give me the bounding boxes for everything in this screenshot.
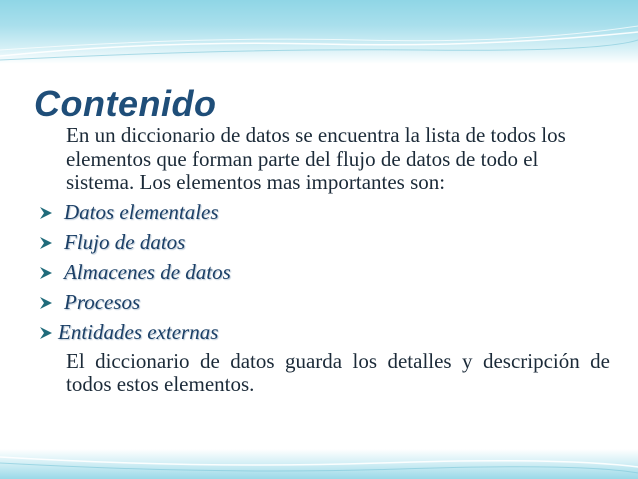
bullet-list bbox=[38, 198, 610, 348]
top-wave-lines bbox=[0, 0, 638, 64]
slide-content bbox=[38, 124, 610, 397]
arrow-bullet-icon bbox=[38, 235, 54, 251]
intro-paragraph: En un diccionario de datos se encuentra la lista de todos los elementos que forman parte del flujo de datos de todo el sistema. Los elementos mas importantes son: bbox=[66, 123, 566, 194]
arrow-bullet-icon bbox=[38, 295, 54, 311]
list-item bbox=[38, 198, 610, 228]
bullet-label: Flujo de datos bbox=[64, 229, 186, 254]
bottom-wave-lines bbox=[0, 449, 638, 479]
list-item bbox=[38, 258, 610, 288]
outro-paragraph: El diccionario de datos guarda los detalles y descripción de todos estos elementos. bbox=[66, 348, 610, 396]
list-item bbox=[38, 288, 610, 318]
arrow-bullet-icon bbox=[38, 265, 54, 281]
slide-title: Contenido bbox=[34, 83, 217, 124]
list-item bbox=[38, 228, 610, 258]
arrow-bullet-icon bbox=[38, 325, 54, 341]
bullet-label: Almacenes de datos bbox=[64, 259, 231, 284]
arrow-bullet-icon bbox=[38, 205, 54, 221]
bullet-label: Entidades externas bbox=[58, 319, 219, 344]
bullet-label: Procesos bbox=[64, 289, 141, 314]
bullet-label: Datos elementales bbox=[64, 199, 219, 224]
list-item bbox=[38, 318, 610, 348]
